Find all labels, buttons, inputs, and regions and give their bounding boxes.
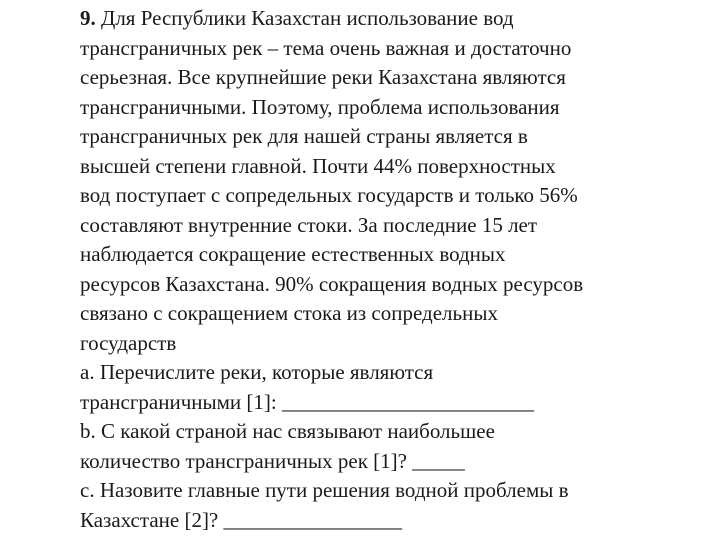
question-line-9: наблюдается сокращение естественных водных [80,242,506,266]
question-line-3: серьезная. Все крупнейшие реки Казахстана являются [80,65,566,89]
question-number: 9. [80,6,96,30]
question-line-2: трансграничных рек – тема очень важная и достаточно [80,35,572,60]
question-line-4: трансграничными. Поэтому, проблема использования [80,94,560,119]
task-b-answer-line[interactable]: количество трансграничных рек [1]? _____ [80,448,465,473]
task-a-answer-line[interactable]: трансграничными [1]: ________________________ [80,389,534,414]
question-line-7: вод поступает с сопредельных государств и только 56% [80,183,578,207]
task-c-line-1: c. Назовите главные пути решения водной проблемы в [80,478,569,502]
question-line-8: составляют внутренние стоки. За последние 15 лет [80,212,538,237]
question-line-11: связано с сокращением стока из сопредельных [80,301,498,325]
task-a-line-1: a. Перечислите реки, которые являются [80,360,434,384]
task-c-answer-line[interactable]: Казахстане [2]? _________________ [80,507,403,532]
task-b-line-1: b. С какой страной нас связывают наибольшее [80,419,495,443]
question-line-12: государств [80,330,177,355]
question-text [80,4,680,535]
question-line-6: высшей степени главной. Почти 44% поверхностных [80,153,556,178]
question-line-1: 9. Для Республики Казахстан использование вод [80,6,514,30]
question-line-5: трансграничных рек для нашей страны является в [80,124,528,148]
question-line-10: ресурсов Казахстана. 90% сокращения водных ресурсов [80,271,584,296]
